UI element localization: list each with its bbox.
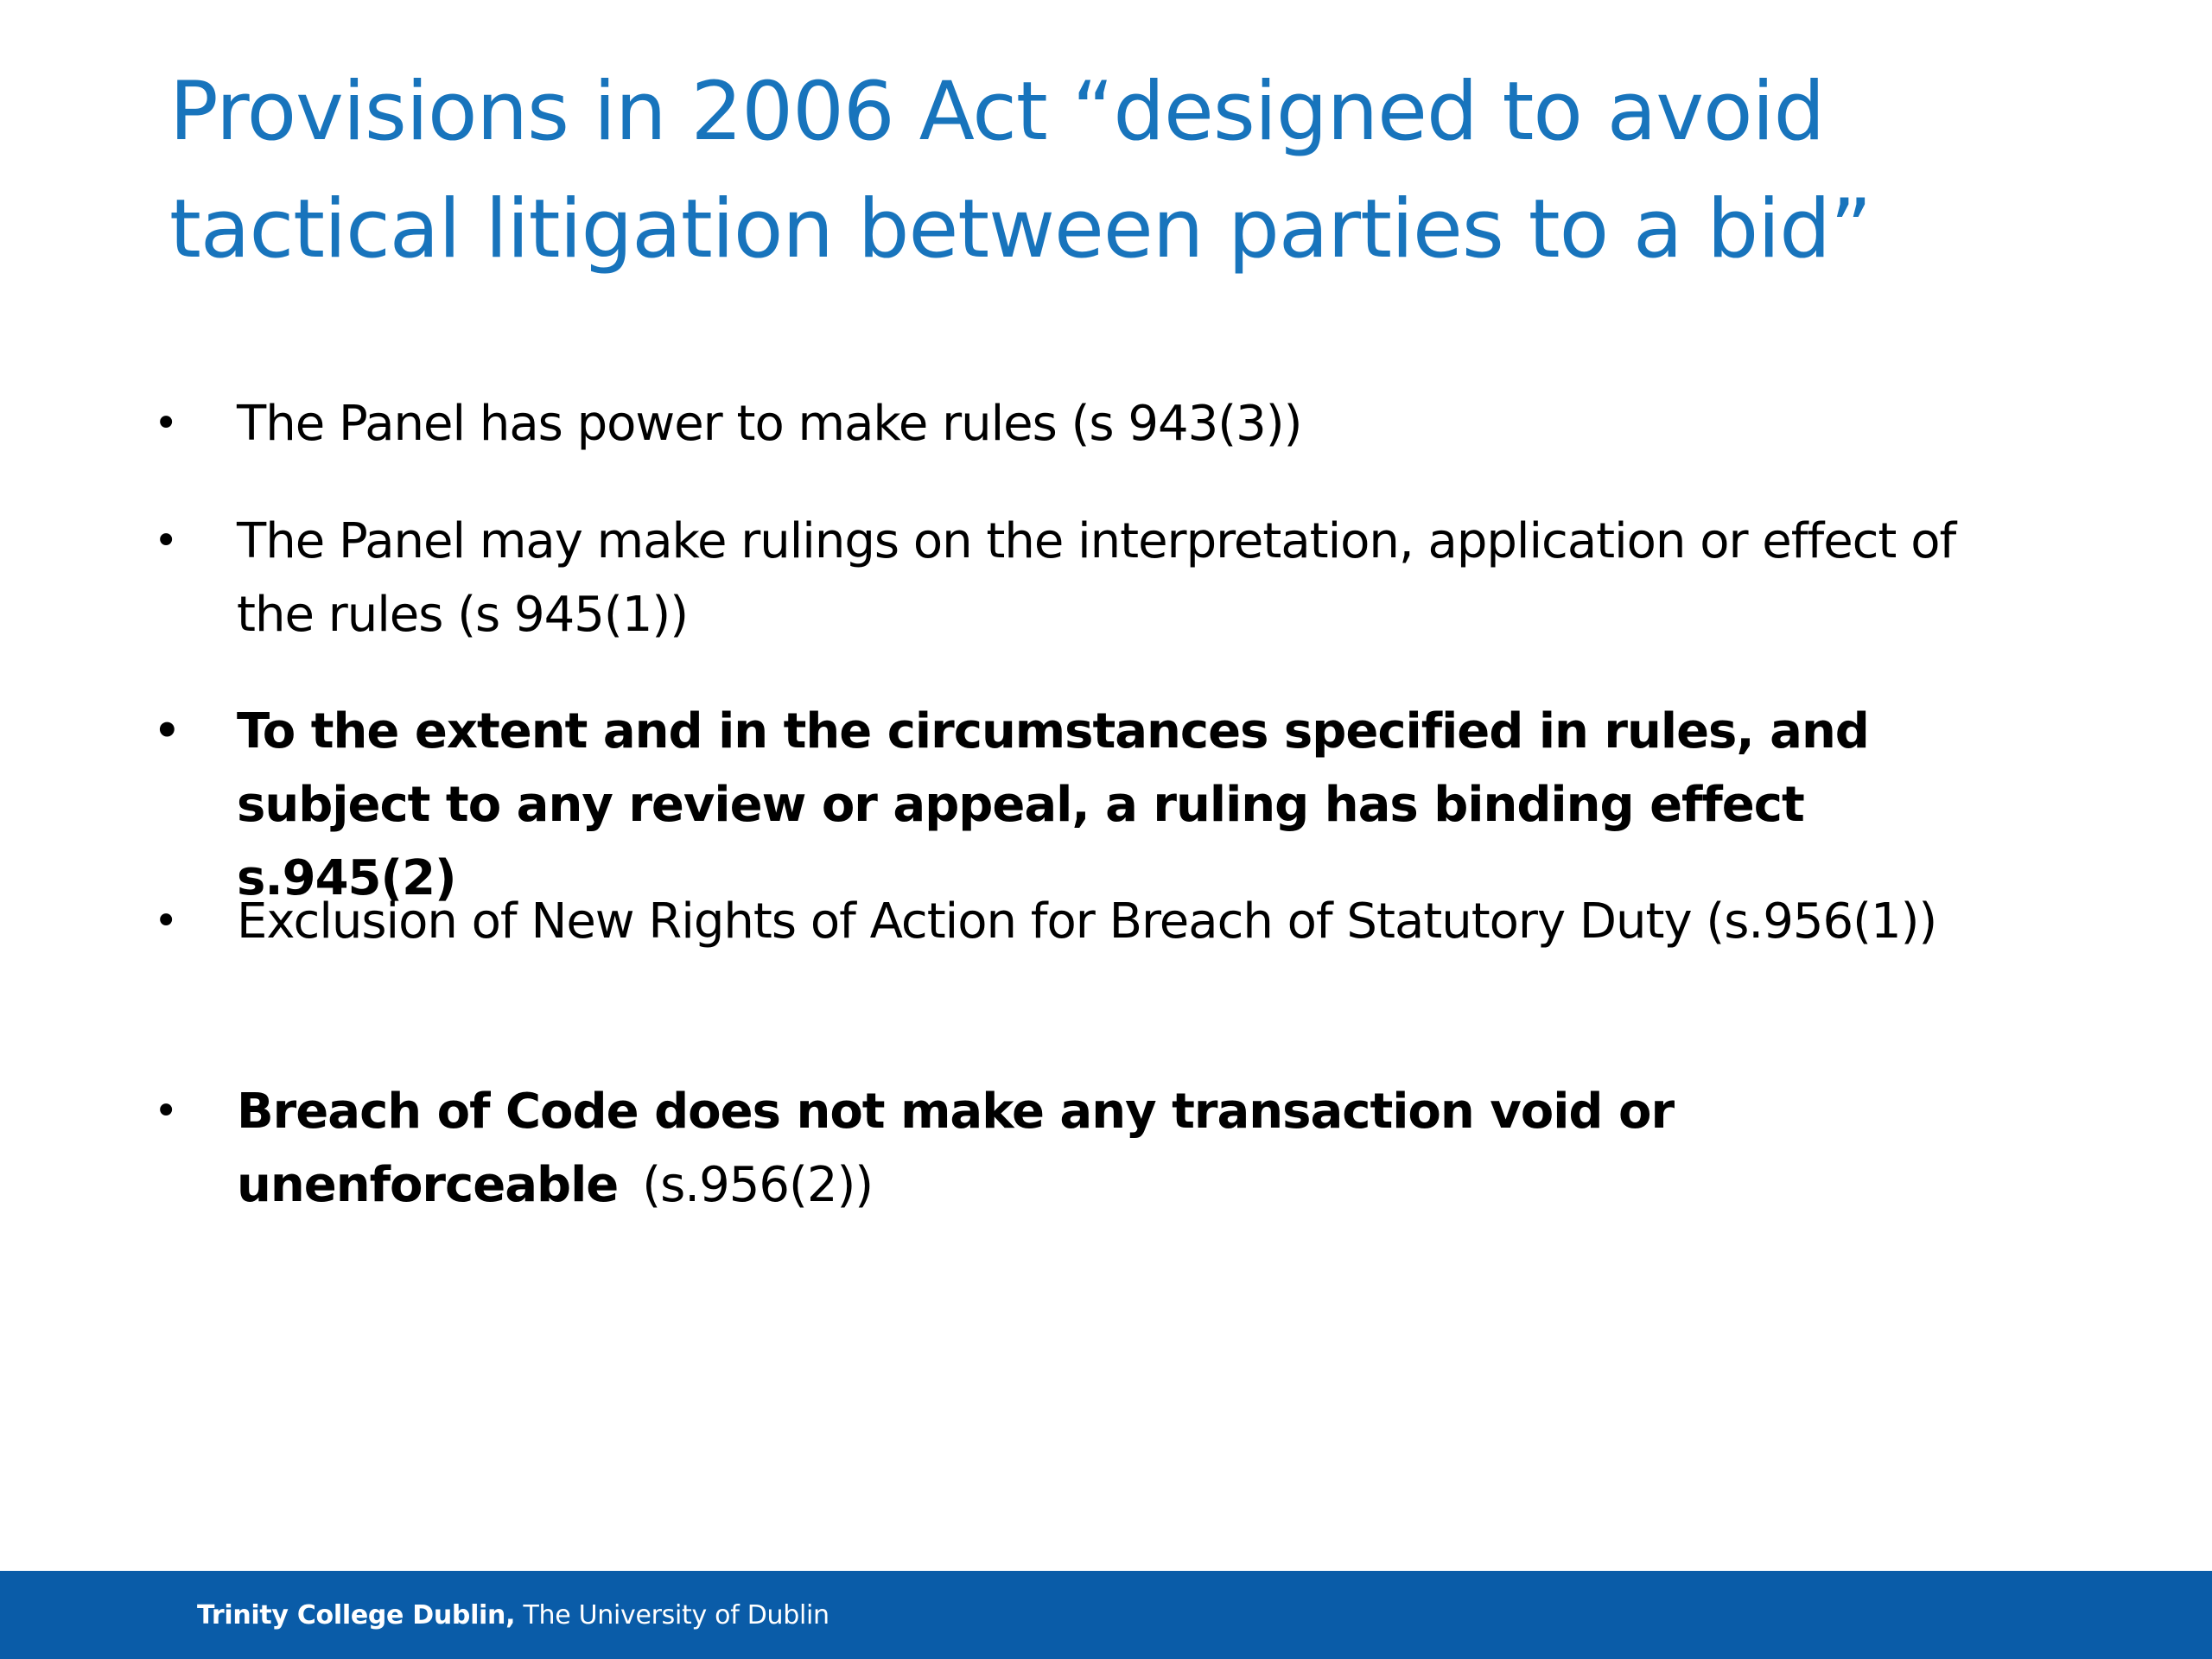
bullet-text: The Panel has power to make rules (s 943(3)) bbox=[237, 396, 1302, 452]
bullet-marker: • bbox=[154, 517, 178, 565]
bullet-text: To the extent and in the circumstances specified in rules, and subject to any review or appeal, a ruling has binding effect s.945(2) bbox=[237, 703, 1869, 906]
footer-bar bbox=[0, 1571, 2212, 1659]
footer-institution: Trinity College Dublin, bbox=[197, 1600, 516, 1630]
bullet-item bbox=[154, 1075, 2034, 1222]
bullet-marker: • bbox=[154, 707, 180, 755]
bullet-marker: • bbox=[154, 1087, 178, 1135]
footer-text bbox=[197, 1599, 830, 1633]
bullet-text: The Panel may make rulings on the interpretation, application or effect of the rules (s 945(1)) bbox=[237, 513, 1956, 643]
bullet-text-bold: Breach of Code does not make any transaction void or unenforceable bbox=[237, 1084, 1675, 1213]
bullet-marker: • bbox=[154, 897, 178, 945]
footer-subtitle: The University of Dublin bbox=[523, 1600, 830, 1630]
bullet-text: Exclusion of New Rights of Action for Breach of Statutory Duty (s.956(1)) bbox=[237, 893, 1937, 950]
bullet-item bbox=[154, 885, 2034, 958]
bullet-item bbox=[154, 505, 2034, 652]
slide-title: Provisions in 2006 Act “designed to avoid tactical litigation between parties to a bid” bbox=[169, 65, 1872, 276]
bullet-text-citation: (s.956(2)) bbox=[642, 1157, 874, 1213]
bullet-item bbox=[154, 387, 2034, 461]
bullet-marker: • bbox=[154, 399, 178, 448]
bullet-item bbox=[154, 695, 2034, 915]
